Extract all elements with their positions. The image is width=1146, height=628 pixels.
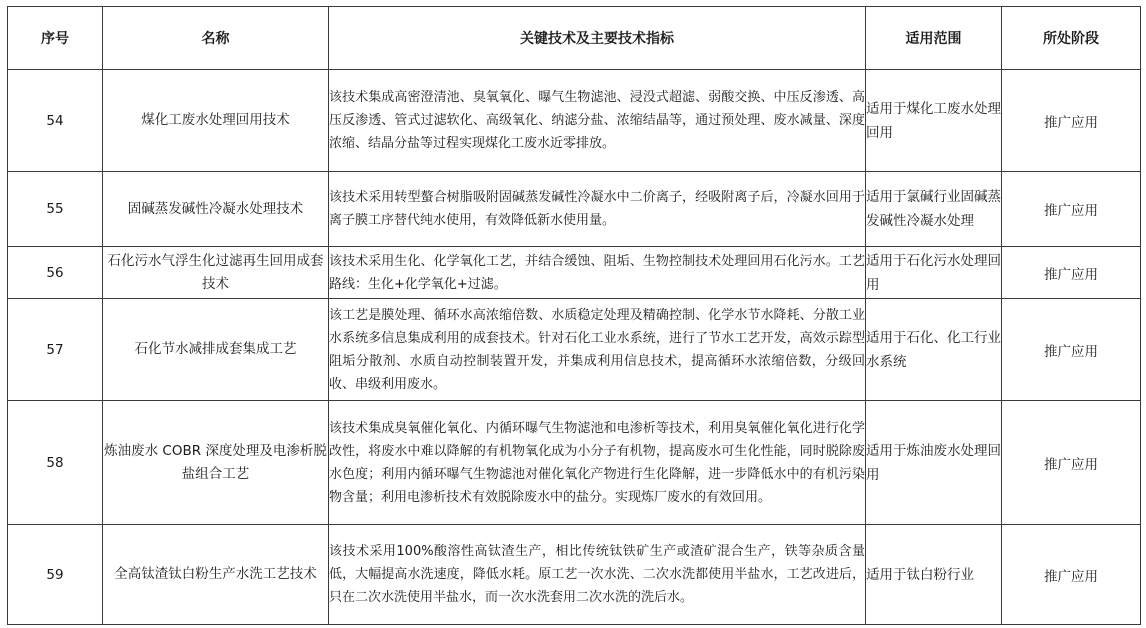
row-stage: 推广应用 xyxy=(1002,299,1141,401)
row-key-tech: 该技术采用100%酸溶性高钛渣生产，相比传统钛铁矿生产或渣矿混合生产，铁等杂质含量低，大幅提高水洗速度，降低水耗。原工艺一次水洗、二次水洗都使用半盐水，工艺改进后，只在二次水洗使用半盐水，而一次水洗套用二次水洗的洗后水。 xyxy=(329,525,866,625)
row-key-tech: 该技术采用转型螯合树脂吸附固碱蒸发碱性冷凝水中二价离子，经吸附离子后，冷凝水回用于离子膜工序替代纯水使用，有效降低新水使用量。 xyxy=(329,172,866,247)
row-key-tech: 该技术集成臭氧催化氧化、内循环曝气生物滤池和电渗析等技术，利用臭氧催化氧化进行化学改性，将废水中难以降解的有机物氧化成为小分子有机物，提高废水可生化性能，同时脱除废水色度；利用内循环曝气生物滤池对催化氧化产物进行生化降解，进一步降低水中的有机污染物含量；利用电渗析技术有效脱除废水中的盐分。实现炼厂废水的有效回用。 xyxy=(329,401,866,525)
table-row xyxy=(8,401,1141,525)
header-no: 序号 xyxy=(8,7,103,70)
row-stage: 推广应用 xyxy=(1002,247,1141,299)
row-scope: 适用于炼油废水处理回用 xyxy=(866,401,1002,525)
row-key-tech: 该技术采用生化、化学氧化工艺，并结合缓蚀、阻垢、生物控制技术处理回用石化污水。工艺路线：生化+化学氧化+过滤。 xyxy=(329,247,866,299)
technology-table xyxy=(7,6,1141,625)
header-row xyxy=(8,7,1141,70)
header-scope: 适用范围 xyxy=(866,7,1002,70)
row-name: 石化节水减排成套集成工艺 xyxy=(103,299,329,401)
row-stage: 推广应用 xyxy=(1002,172,1141,247)
header-name: 名称 xyxy=(103,7,329,70)
row-name: 全高钛渣钛白粉生产水洗工艺技术 xyxy=(103,525,329,625)
row-name: 煤化工废水处理回用技术 xyxy=(103,70,329,172)
table-row xyxy=(8,525,1141,625)
row-scope: 适用于石化污水处理回用 xyxy=(866,247,1002,299)
row-key-tech: 该工艺是膜处理、循环水高浓缩倍数、水质稳定处理及精确控制、化学水节水降耗、分散工业水系统多信息集成利用的成套技术。针对石化工业水系统，进行了节水工艺开发，高效示踪型阻垢分散剂、水质自动控制装置开发，并集成利用信息技术，提高循环水浓缩倍数，分级回收、串级利用废水。 xyxy=(329,299,866,401)
table-row xyxy=(8,70,1141,172)
row-stage: 推广应用 xyxy=(1002,525,1141,625)
row-no: 57 xyxy=(8,299,103,401)
row-no: 59 xyxy=(8,525,103,625)
table-row xyxy=(8,299,1141,401)
row-scope: 适用于石化、化工行业水系统 xyxy=(866,299,1002,401)
header-stage: 所处阶段 xyxy=(1002,7,1141,70)
row-no: 54 xyxy=(8,70,103,172)
row-name: 固碱蒸发碱性冷凝水处理技术 xyxy=(103,172,329,247)
row-no: 56 xyxy=(8,247,103,299)
row-scope: 适用于钛白粉行业 xyxy=(866,525,1002,625)
row-stage: 推广应用 xyxy=(1002,401,1141,525)
table-row xyxy=(8,172,1141,247)
row-scope: 适用于煤化工废水处理回用 xyxy=(866,70,1002,172)
table-row xyxy=(8,247,1141,299)
row-no: 58 xyxy=(8,401,103,525)
row-scope: 适用于氯碱行业固碱蒸发碱性冷凝水处理 xyxy=(866,172,1002,247)
row-name: 石化污水气浮生化过滤再生回用成套技术 xyxy=(103,247,329,299)
header-key-tech: 关键技术及主要技术指标 xyxy=(329,7,866,70)
row-name: 炼油废水 COBR 深度处理及电渗析脱盐组合工艺 xyxy=(103,401,329,525)
row-no: 55 xyxy=(8,172,103,247)
row-key-tech: 该技术集成高密澄清池、臭氧氧化、曝气生物滤池、浸没式超滤、弱酸交换、中压反渗透、高压反渗透、管式过滤软化、高级氧化、纳滤分盐、浓缩结晶等，通过预处理、废水减量、深度浓缩、结晶分盐等过程实现煤化工废水近零排放。 xyxy=(329,70,866,172)
row-stage: 推广应用 xyxy=(1002,70,1141,172)
